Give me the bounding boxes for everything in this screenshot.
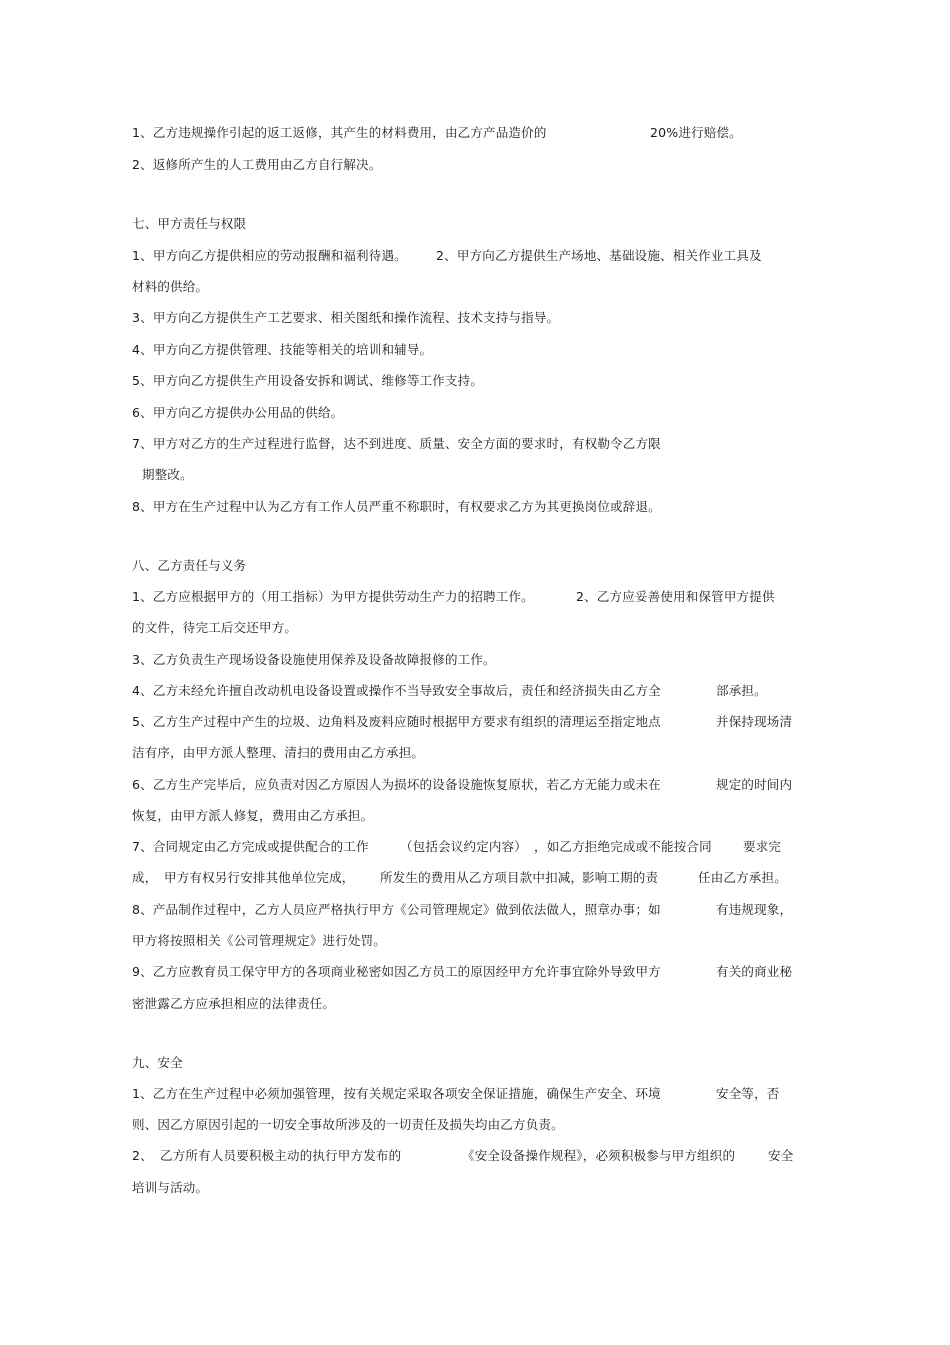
sec8-item1-part1: 1、乙方应根据甲方的（用工指标）为甲方提供劳动生产力的招聘工作。 bbox=[132, 589, 534, 604]
sec8-item7-part8: 影响工期的责 bbox=[582, 870, 659, 885]
sec7-item2-part1: 2、甲方向乙方提供生产场地、基础设施、相关作业工具及 bbox=[436, 248, 762, 263]
sec9-item1 bbox=[132, 1086, 780, 1102]
sec8-item8-text: 8、产品制作过程中，乙方人员应严格执行甲方《公司管理规定》做到依法做人，照章办事；如 bbox=[132, 902, 661, 917]
sec6-item1-rate: 20%进行赔偿。 bbox=[650, 125, 742, 140]
sec7-item3: 3、甲方向乙方提供生产工艺要求、相关图纸和操作流程、技术支持与指导。 bbox=[132, 310, 560, 325]
sec8-item6 bbox=[132, 777, 793, 793]
sec8-item9-tail: 有关的商业秘 bbox=[716, 964, 793, 979]
sec8-item7-part1: 7、合同规定由乙方完成或提供配合的工作 bbox=[132, 839, 369, 854]
sec9-item2-part1: 乙方所有人员要积极主动的执行甲方发布的 bbox=[160, 1148, 402, 1163]
sec9-item2-part3: 安全 bbox=[768, 1148, 794, 1163]
sec8-item7-part9: 任由乙方承担。 bbox=[698, 870, 787, 885]
sec8-item6-text: 6、乙方生产完毕后，应负责对因乙方原因人为损坏的设备设施恢复原状，若乙方无能力或未在 bbox=[132, 777, 661, 792]
sec7-heading: 七、甲方责任与权限 bbox=[132, 216, 247, 231]
sec8-item5-text: 5、乙方生产过程中产生的垃圾、边角料及废料应随时根据甲方要求有组织的清理运至指定地点 bbox=[132, 714, 661, 729]
sec8-item3: 3、乙方负责生产现场设备设施使用保养及设备故障报修的工作。 bbox=[132, 652, 496, 667]
sec8-item7-part7: 所发生的费用从乙方项目款中扣减， bbox=[380, 870, 584, 885]
sec8-item4-text: 4、乙方未经允许擅自改动机电设备设置或操作不当导致安全事故后，责任和经济损失由乙方全 bbox=[132, 683, 661, 698]
sec8-item4-tail: 部承担。 bbox=[716, 683, 767, 698]
sec9-item2 bbox=[132, 1148, 794, 1164]
sec8-item7-part5: 成， bbox=[132, 870, 158, 885]
sec9-item2-part2: 《安全设备操作规程》，必须积极参与甲方组织的 bbox=[462, 1148, 736, 1163]
sec7-item7: 7、甲方对乙方的生产过程进行监督，达不到进度、质量、安全方面的要求时，有权勒令乙方限 bbox=[132, 436, 661, 451]
sec8-item7-cont bbox=[132, 870, 787, 886]
sec7-item1-part1: 1、甲方向乙方提供相应的劳动报酬和福利待遇。 bbox=[132, 248, 407, 263]
sec6-item1-text: 1、乙方违规操作引起的返工返修，其产生的材料费用，由乙方产品造价的 bbox=[132, 125, 547, 140]
sec8-item8-cont: 甲方将按照相关《公司管理规定》进行处罚。 bbox=[132, 933, 387, 948]
sec8-item8-tail: 有违规现象， bbox=[716, 902, 793, 917]
sec8-item9-cont: 密泄露乙方应承担相应的法律责任。 bbox=[132, 996, 336, 1011]
sec6-item1 bbox=[132, 125, 742, 141]
sec9-item2-num: 2、 bbox=[132, 1148, 153, 1163]
sec7-item4: 4、甲方向乙方提供管理、技能等相关的培训和辅导。 bbox=[132, 342, 433, 357]
sec8-item2-cont: 的文件，待完工后交还甲方。 bbox=[132, 620, 298, 635]
sec8-item1 bbox=[132, 589, 775, 605]
sec8-item4 bbox=[132, 683, 767, 699]
sec7-item5: 5、甲方向乙方提供生产用设备安拆和调试、维修等工作支持。 bbox=[132, 373, 484, 388]
sec8-item7-part3: ，如乙方拒绝完成或不能按合同 bbox=[534, 839, 712, 854]
sec8-item8 bbox=[132, 902, 793, 918]
sec7-item7-cont: 期整改。 bbox=[142, 467, 193, 482]
sec7-item1 bbox=[132, 248, 762, 264]
sec8-item7 bbox=[132, 839, 782, 855]
sec7-item2-cont: 材料的供给。 bbox=[132, 279, 209, 294]
sec8-item7-part4: 要求完 bbox=[743, 839, 782, 854]
sec9-item1-text: 1、乙方在生产过程中必须加强管理，按有关规定采取各项安全保证措施，确保生产安全、环境 bbox=[132, 1086, 661, 1101]
sec8-item6-tail: 规定的时间内 bbox=[716, 777, 793, 792]
sec8-item2-part1: 2、乙方应妥善使用和保管甲方提供 bbox=[576, 589, 775, 604]
sec8-item7-part6: 甲方有权另行安排其他单位完成， bbox=[164, 870, 355, 885]
sec8-item7-part2: （包括会议约定内容） bbox=[400, 839, 528, 854]
sec8-heading: 八、乙方责任与义务 bbox=[132, 558, 247, 573]
sec9-item1-cont: 则、因乙方原因引起的一切安全事故所涉及的一切责任及损失均由乙方负责。 bbox=[132, 1117, 564, 1132]
sec8-item9-text: 9、乙方应教育员工保守甲方的各项商业秘密如因乙方员工的原因经甲方允许事宜除外导致甲方 bbox=[132, 964, 661, 979]
sec8-item9 bbox=[132, 964, 793, 980]
sec8-item6-cont: 恢复，由甲方派人修复，费用由乙方承担。 bbox=[132, 808, 374, 823]
sec7-item8: 8、甲方在生产过程中认为乙方有工作人员严重不称职时，有权要求乙方为其更换岗位或辞退。 bbox=[132, 499, 661, 514]
sec8-item5 bbox=[132, 714, 793, 730]
sec8-item5-tail: 并保持现场清 bbox=[716, 714, 793, 729]
sec9-item1-tail: 安全等，否 bbox=[716, 1086, 780, 1101]
sec7-item6: 6、甲方向乙方提供办公用品的供给。 bbox=[132, 405, 344, 420]
sec6-item2: 2、返修所产生的人工费用由乙方自行解决。 bbox=[132, 157, 382, 172]
sec9-item2-cont: 培训与活动。 bbox=[132, 1180, 209, 1195]
sec8-item5-cont: 洁有序，由甲方派人整理、清扫的费用由乙方承担。 bbox=[132, 745, 425, 760]
sec9-heading: 九、安全 bbox=[132, 1055, 183, 1070]
